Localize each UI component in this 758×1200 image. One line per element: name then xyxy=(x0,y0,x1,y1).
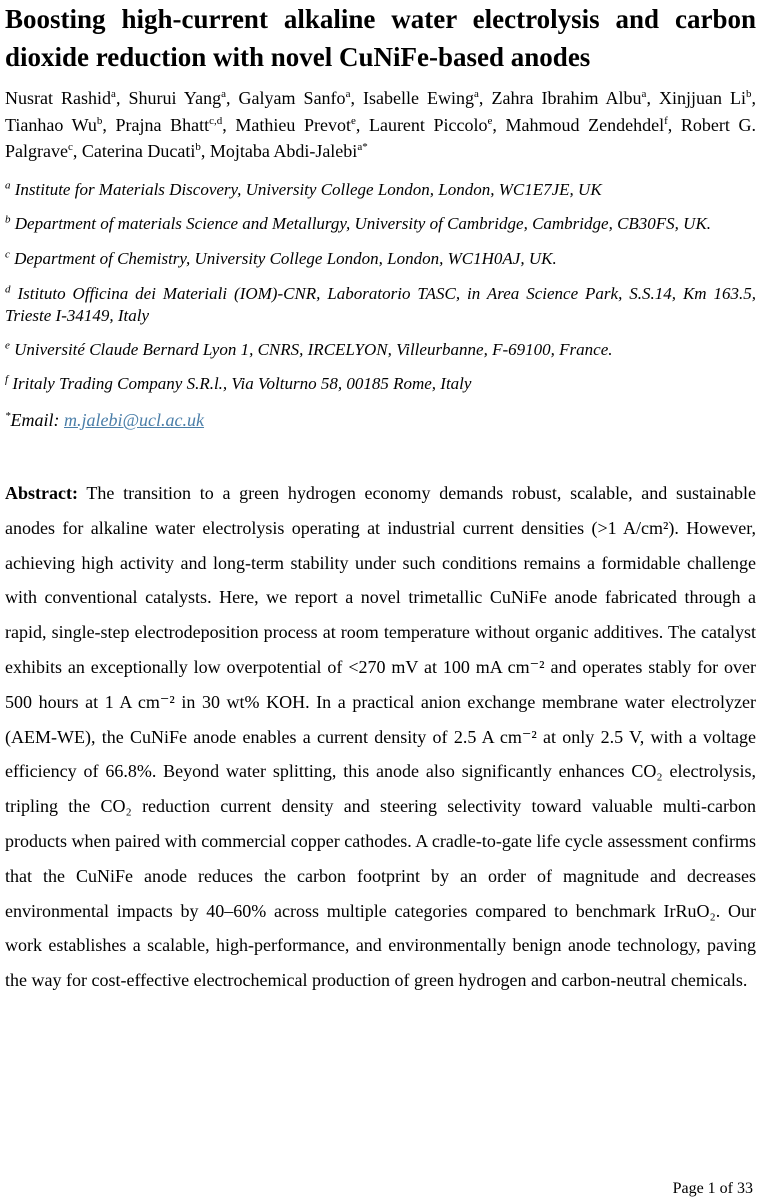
email-link[interactable]: m.jalebi@ucl.ac.uk xyxy=(64,410,205,430)
author: Mathieu Prevot$^e$ xyxy=(235,114,356,135)
affiliation-d: $^d$ Istituto Officina dei Materiali (IOM)-CNR, Laboratorio TASC, in Area Science Park, S.S.14, Km 163.5, Trieste I-34149, Italy xyxy=(5,283,756,325)
author: Caterina Ducati$^b$ xyxy=(81,141,201,161)
corresponding-email: *Email: m.jalebi@ucl.ac.uk xyxy=(5,410,205,430)
author: Isabelle Ewing$^a$ xyxy=(363,88,479,108)
affiliation-e: $^e$ Université Claude Bernard Lyon 1, CNRS, IRCELYON, Villeurbanne, F-69100, France. xyxy=(5,339,613,359)
page-number: Page 1 of 33 xyxy=(672,1180,753,1197)
affiliation-a: $^a$ Institute for Materials Discovery, University College London, London, WC1E7JE, UK xyxy=(5,179,602,199)
author: Shurui Yang$^a$ xyxy=(128,88,226,108)
author: Prajna Bhatt$^{c,d}$ xyxy=(115,114,223,135)
author: Mojtaba Abdi-Jalebi$^{a*}$ xyxy=(209,141,368,161)
author: Xinjjuan Li$^b$ xyxy=(659,88,752,108)
abstract-text: The transition to a green hydrogen economy demands robust, scalable, and sustainable anodes for alkaline water electrolysis operating at industrial current densities (>1 A/cm²). However, achieving high activity and long-term stability under such conditions remains a formidable challenge with conventional catalysts. Here, we report a novel trimetallic CuNiFe anode fabricated through a rapid, single-step electrodeposition process at room temperature without organic additives. The catalyst exhibits an exceptionally low overpotential of <270 mV at 100 mA cm⁻² and operates stably for over 500 hours at 1 A cm⁻² in 30 wt% KOH. In a practical anion exchange membrane water electrolyzer (AEM-WE), the CuNiFe anode enables a current density of 2.5 A cm⁻² at only 2.5 V, with a voltage efficiency of 66.8%. Beyond water splitting, this anode also significantly enhances CO₂ electrolysis, tripling the CO₂ reduction current density and steering selectivity toward valuable multi-carbon products when paired with commercial copper cathodes. A cradle-to-gate life cycle assessment confirms that the CuNiFe anode reduces the carbon footprint by an order of magnitude and decreases environmental impacts by 40–60% across multiple categories compared to benchmark IrRuO₂. Our work establishes a scalable, high-performance, and environmentally benign anode technology, paving the way for cost-effective electrochemical production of green hydrogen and carbon-neutral chemicals. xyxy=(5,483,756,991)
affiliation-b: $^b$ Department of materials Science and Metallurgy, University of Cambridge, Cambridge, CB30FS, UK. xyxy=(5,213,712,233)
author: Galyam Sanfo$^a$ xyxy=(238,88,351,108)
affiliation-c: $^c$ Department of Chemistry, University College London, London, WC1H0AJ, UK. xyxy=(5,248,557,268)
paper-title: Boosting high-current alkaline water electrolysis and carbon dioxide reduction with novel CuNiFe-based anodes xyxy=(5,4,756,72)
author: Robert G. Palgrave$^c$ xyxy=(5,114,756,161)
abstract xyxy=(5,476,756,998)
author: Zahra Ibrahim Albu$^a$ xyxy=(491,88,647,108)
author: Nusrat Rashid$^a$ xyxy=(5,88,116,108)
affiliation-f: $^f$ Iritaly Trading Company S.R.l., Via Volturno 58, 00185 Rome, Italy xyxy=(5,373,472,393)
author-list: Nusrat Rashid$^a$, Shurui Yang$^a$, Galyam Sanfo$^a$, Isabelle Ewing$^a$, Zahra Ibrahim Albu$^a$, Xinjjuan Li$^b$, Tianhao Wu$^b$, Prajna Bhatt$^{c,d}$, Mathieu Prevot$^e$, Laurent Piccolo$^e$, Mahmoud Zendehdel$^f$, Robert G. Palgrave$^c$, Caterina Ducati$^b$, Mojtaba Abdi-Jalebi$^{a*}$ xyxy=(5,88,757,161)
author: Laurent Piccolo$^e$ xyxy=(368,114,493,135)
abstract-label: Abstract: xyxy=(5,483,78,503)
author: Tianhao Wu$^b$ xyxy=(5,114,103,135)
author: Mahmoud Zendehdel$^f$ xyxy=(505,114,668,135)
